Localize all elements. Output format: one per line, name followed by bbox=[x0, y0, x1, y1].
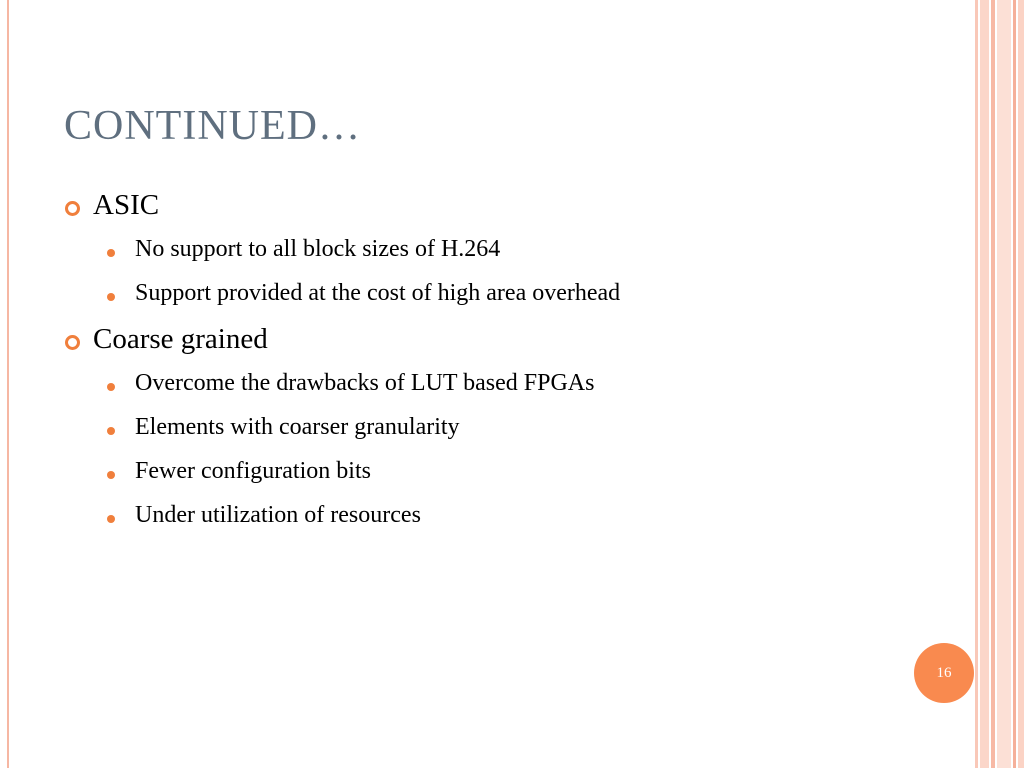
list-item: No support to all block sizes of H.264 bbox=[135, 236, 501, 262]
filled-circle-bullet-icon bbox=[107, 471, 115, 479]
right-decor-stripe bbox=[980, 0, 989, 768]
right-decor-stripe bbox=[991, 0, 995, 768]
list-item: Under utilization of resources bbox=[135, 502, 421, 528]
list-item: Support provided at the cost of high area overhead bbox=[135, 280, 621, 306]
bullet-level2 bbox=[64, 498, 944, 542]
bullet-level2 bbox=[64, 454, 944, 498]
page-number: 16 bbox=[936, 664, 952, 681]
right-decor-stripe bbox=[975, 0, 978, 768]
bullet-level2 bbox=[64, 232, 944, 276]
bullet-level1 bbox=[64, 320, 944, 366]
hollow-circle-bullet-icon bbox=[65, 335, 80, 350]
list-item: Elements with coarser granularity bbox=[135, 414, 460, 440]
right-decor-stripe bbox=[1018, 0, 1024, 768]
slide-title: CONTINUED… bbox=[64, 103, 361, 149]
slide-body bbox=[64, 186, 944, 542]
page-number-badge bbox=[914, 643, 974, 703]
filled-circle-bullet-icon bbox=[107, 515, 115, 523]
section-heading-asic: ASIC bbox=[93, 189, 160, 221]
right-decor-stripe bbox=[1013, 0, 1016, 768]
section-heading-coarse-grained: Coarse grained bbox=[93, 323, 268, 355]
filled-circle-bullet-icon bbox=[107, 249, 115, 257]
list-item: Fewer configuration bits bbox=[135, 458, 371, 484]
left-border-stripe bbox=[7, 0, 9, 768]
filled-circle-bullet-icon bbox=[107, 427, 115, 435]
filled-circle-bullet-icon bbox=[107, 383, 115, 391]
hollow-circle-bullet-icon bbox=[65, 201, 80, 216]
bullet-level2 bbox=[64, 276, 944, 320]
right-decor-stripe bbox=[997, 0, 1011, 768]
bullet-level2 bbox=[64, 410, 944, 454]
filled-circle-bullet-icon bbox=[107, 293, 115, 301]
list-item: Overcome the drawbacks of LUT based FPGAs bbox=[135, 370, 595, 396]
bullet-level1 bbox=[64, 186, 944, 232]
bullet-level2 bbox=[64, 366, 944, 410]
